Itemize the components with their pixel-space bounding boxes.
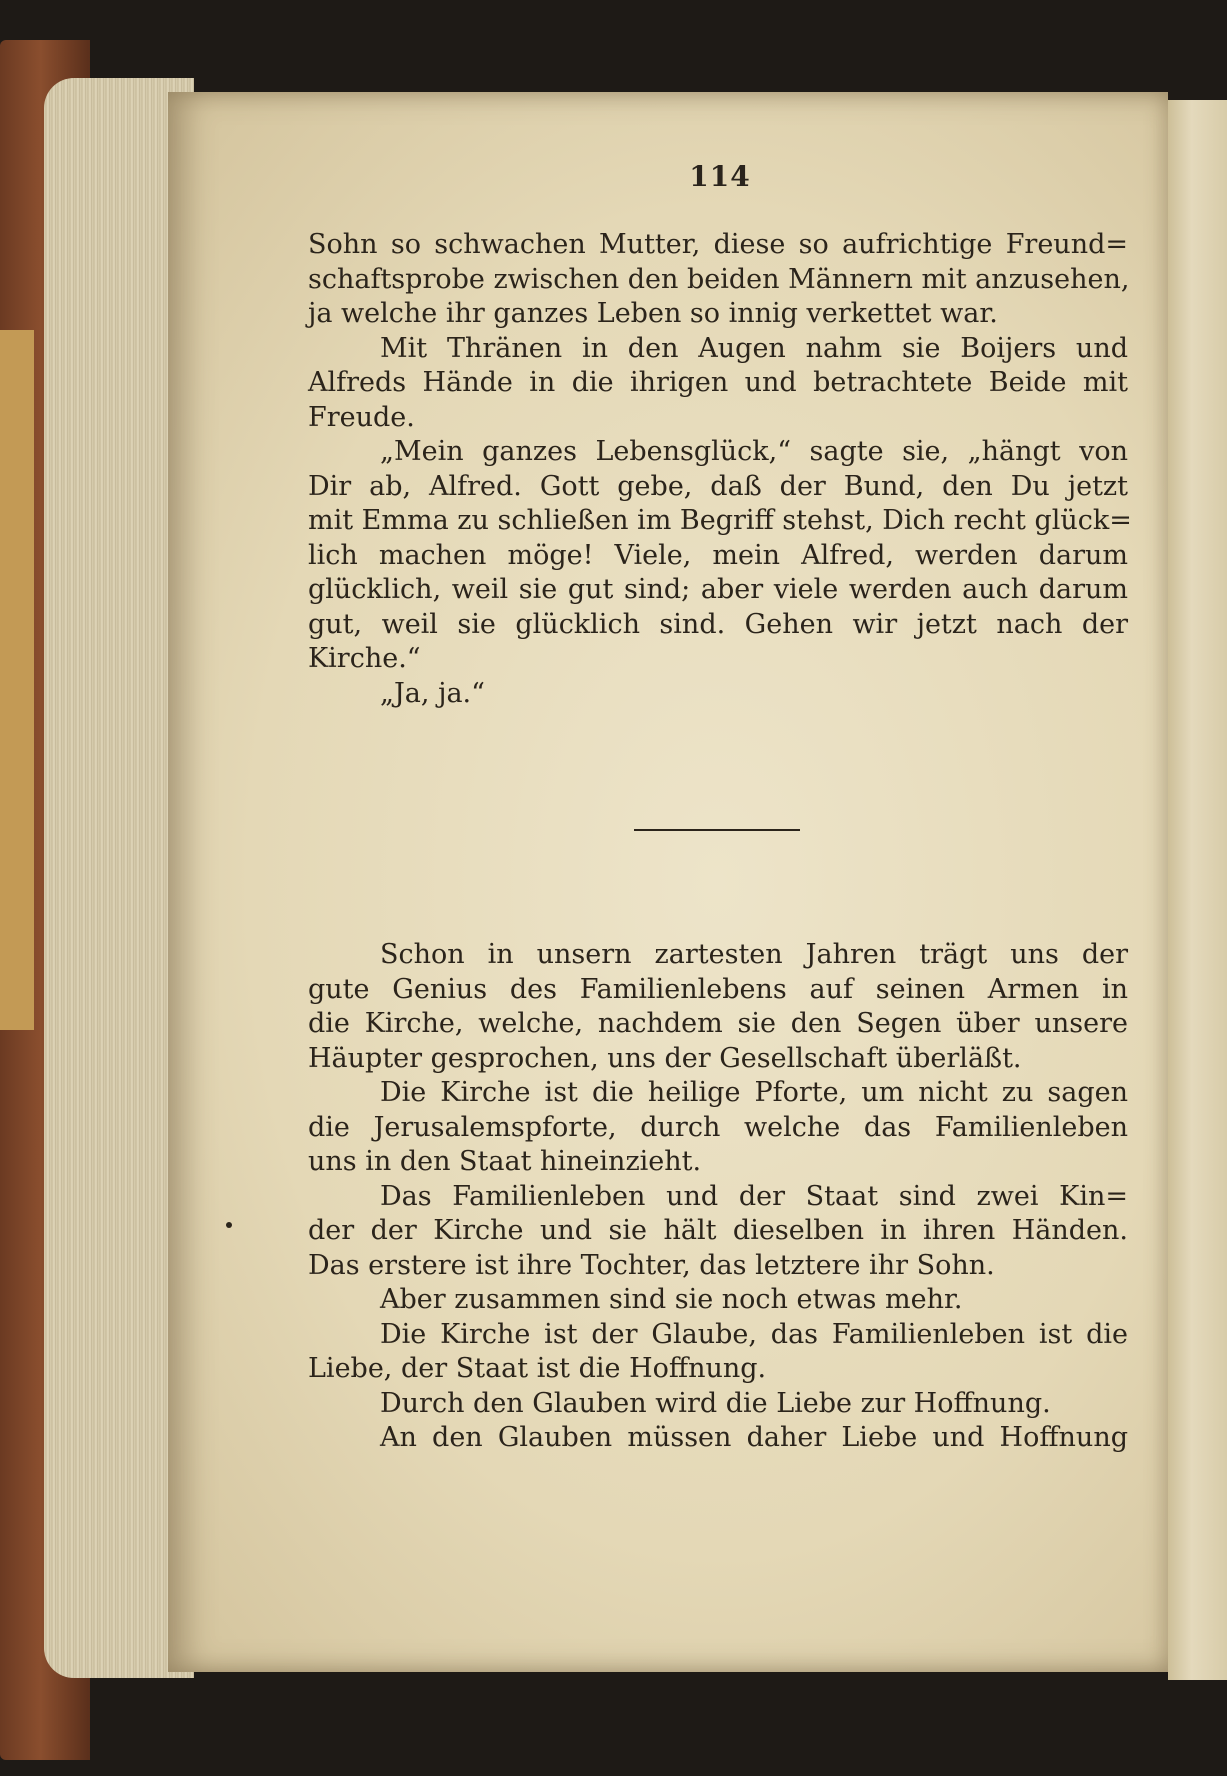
text-line: Durch den Glauben wird die Liebe zur Hoffnung. bbox=[380, 1387, 1051, 1419]
text-line: lich machen möge! Viele, mein Alfred, werden darum bbox=[308, 539, 1128, 571]
text-block-lower bbox=[308, 938, 1128, 1456]
cover-label bbox=[0, 330, 34, 1030]
next-page-edge bbox=[1168, 100, 1227, 1680]
ink-speck bbox=[226, 1222, 232, 1228]
text-line: Alfreds Hände in die ihrigen und betrachtete Beide mit bbox=[308, 367, 1128, 398]
text-line: Dir ab, Alfred. Gott gebe, daß der Bund, den Du jetzt bbox=[308, 470, 1128, 502]
text-line: „Mein ganzes Lebensglück,“ sagte sie, „hängt von bbox=[380, 436, 1128, 467]
text-block-upper bbox=[308, 228, 1132, 711]
text-line: ja welche ihr ganzes Leben so innig verkettet war. bbox=[308, 298, 998, 329]
text-line: mit Emma zu schließen im Begriff stehst, Dich recht glück= bbox=[308, 505, 1132, 536]
text-line: Aber zusammen sind sie noch etwas mehr. bbox=[380, 1284, 963, 1315]
text-line: An den Glauben müssen daher Liebe und Hoffnung bbox=[380, 1422, 1128, 1453]
section-divider bbox=[634, 829, 800, 831]
text-line: Liebe, der Staat ist die Hoffnung. bbox=[308, 1353, 767, 1384]
text-line: schaftsprobe zwischen den beiden Männern mit anzusehen, bbox=[308, 263, 1130, 295]
text-line: gut, weil sie glücklich sind. Gehen wir jetzt nach der bbox=[308, 608, 1128, 640]
text-line: Das Familienleben und der Staat sind zwei Kin= bbox=[380, 1180, 1128, 1212]
text-line: Häupter gesprochen, uns der Gesellschaft überläßt. bbox=[308, 1042, 1022, 1074]
text-line: „Ja, ja.“ bbox=[380, 677, 485, 709]
text-line: der der Kirche und sie hält dieselben in ihren Händen. bbox=[308, 1215, 1128, 1246]
text-line: Die Kirche ist die heilige Pforte, um nicht zu sagen bbox=[380, 1077, 1128, 1108]
page-number: 114 bbox=[689, 160, 751, 193]
text-line: Schon in unsern zartesten Jahren trägt uns der bbox=[380, 939, 1128, 970]
text-line: Das erstere ist ihre Tochter, das letztere ihr Sohn. bbox=[308, 1249, 995, 1281]
text-line: glücklich, weil sie gut sind; aber viele werden auch darum bbox=[308, 574, 1128, 605]
text-line: die Jerusalemspforte, durch welche das Familienleben bbox=[308, 1111, 1128, 1143]
text-line: Mit Thränen in den Augen nahm sie Boijers und bbox=[380, 332, 1128, 364]
text-line: Die Kirche ist der Glaube, das Familienleben ist die bbox=[380, 1318, 1128, 1350]
text-line: Sohn so schwachen Mutter, diese so aufrichtige Freund= bbox=[308, 229, 1128, 260]
text-line: Freude. bbox=[308, 401, 415, 433]
text-line: Kirche.“ bbox=[308, 643, 421, 674]
text-line: uns in den Staat hineinzieht. bbox=[308, 1146, 702, 1177]
text-line: die Kirche, welche, nachdem sie den Segen über unsere bbox=[308, 1008, 1128, 1039]
text-line: gute Genius des Familienlebens auf seinen Armen in bbox=[308, 973, 1128, 1005]
